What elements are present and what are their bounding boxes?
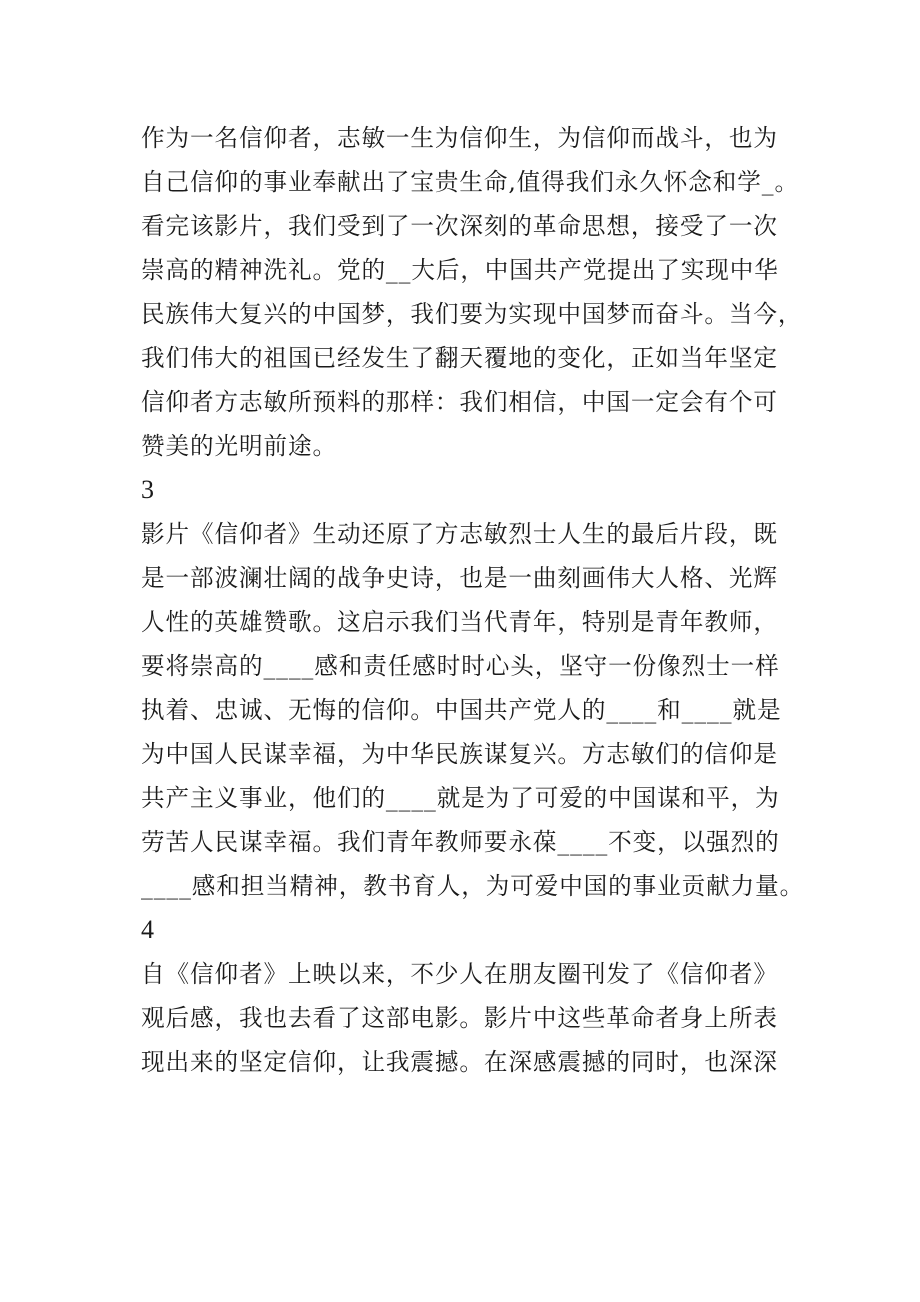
paragraph-line: 劳苦人民谋幸福。我们青年教师要永葆____不变，以强烈的 [141, 828, 780, 856]
paragraph-line: 影片《信仰者》生动还原了方志敏烈士人生的最后片段，既 [141, 520, 778, 548]
paragraph-line: 我们伟大的祖国已经发生了翻天覆地的变化，正如当年坚定 [141, 344, 778, 372]
paragraph-line: 执着、忠诚、无悔的信仰。中国共产党人的____和____就是 [141, 696, 782, 724]
paragraph-line: 看完该影片，我们受到了一次深刻的革命思想，接受了一次 [141, 212, 778, 240]
paragraph-line: ____感和担当精神，教书育人，为可爱中国的事业贡献力量。 [141, 872, 805, 900]
paragraph-line: 作为一名信仰者，志敏一生为信仰生，为信仰而战斗，也为 [141, 124, 778, 152]
paragraph-line: 崇高的精神洗礼。党的__大后，中国共产党提出了实现中华 [141, 256, 779, 284]
paragraph-line: 要将崇高的____感和责任感时时心头，坚守一份像烈士一样 [141, 652, 780, 680]
paragraph-line: 为中国人民谋幸福，为中华民族谋复兴。方志敏们的信仰是 [141, 740, 778, 768]
paragraph-line: 赞美的光明前途。 [141, 432, 337, 460]
paragraph-line: 自《信仰者》上映以来，不少人在朋友圈刊发了《信仰者》 [141, 960, 778, 988]
paragraph-line: 自己信仰的事业奉献出了宝贵生命,值得我们永久怀念和学_。 [141, 168, 799, 196]
paragraph-line: 是一部波澜壮阔的战争史诗，也是一曲刻画伟大人格、光辉 [141, 564, 778, 592]
paragraph-line: 人性的英雄赞歌。这启示我们当代青年，特别是青年教师， [141, 608, 778, 636]
paragraph-line: 民族伟大复兴的中国梦，我们要为实现中国梦而奋斗。当今， [141, 300, 803, 328]
section-number: 4 [141, 915, 154, 944]
paragraph-line: 共产主义事业，他们的____就是为了可爱的中国谋和平，为 [141, 784, 780, 812]
paragraph-line: 信仰者方志敏所预料的那样：我们相信，中国一定会有个可 [141, 388, 778, 416]
paragraph-line: 观后感，我也去看了这部电影。影片中这些革命者身上所表 [141, 1004, 778, 1032]
paragraph-line: 现出来的坚定信仰，让我震撼。在深感震撼的同时，也深深 [141, 1048, 778, 1076]
section-number: 3 [141, 475, 154, 504]
